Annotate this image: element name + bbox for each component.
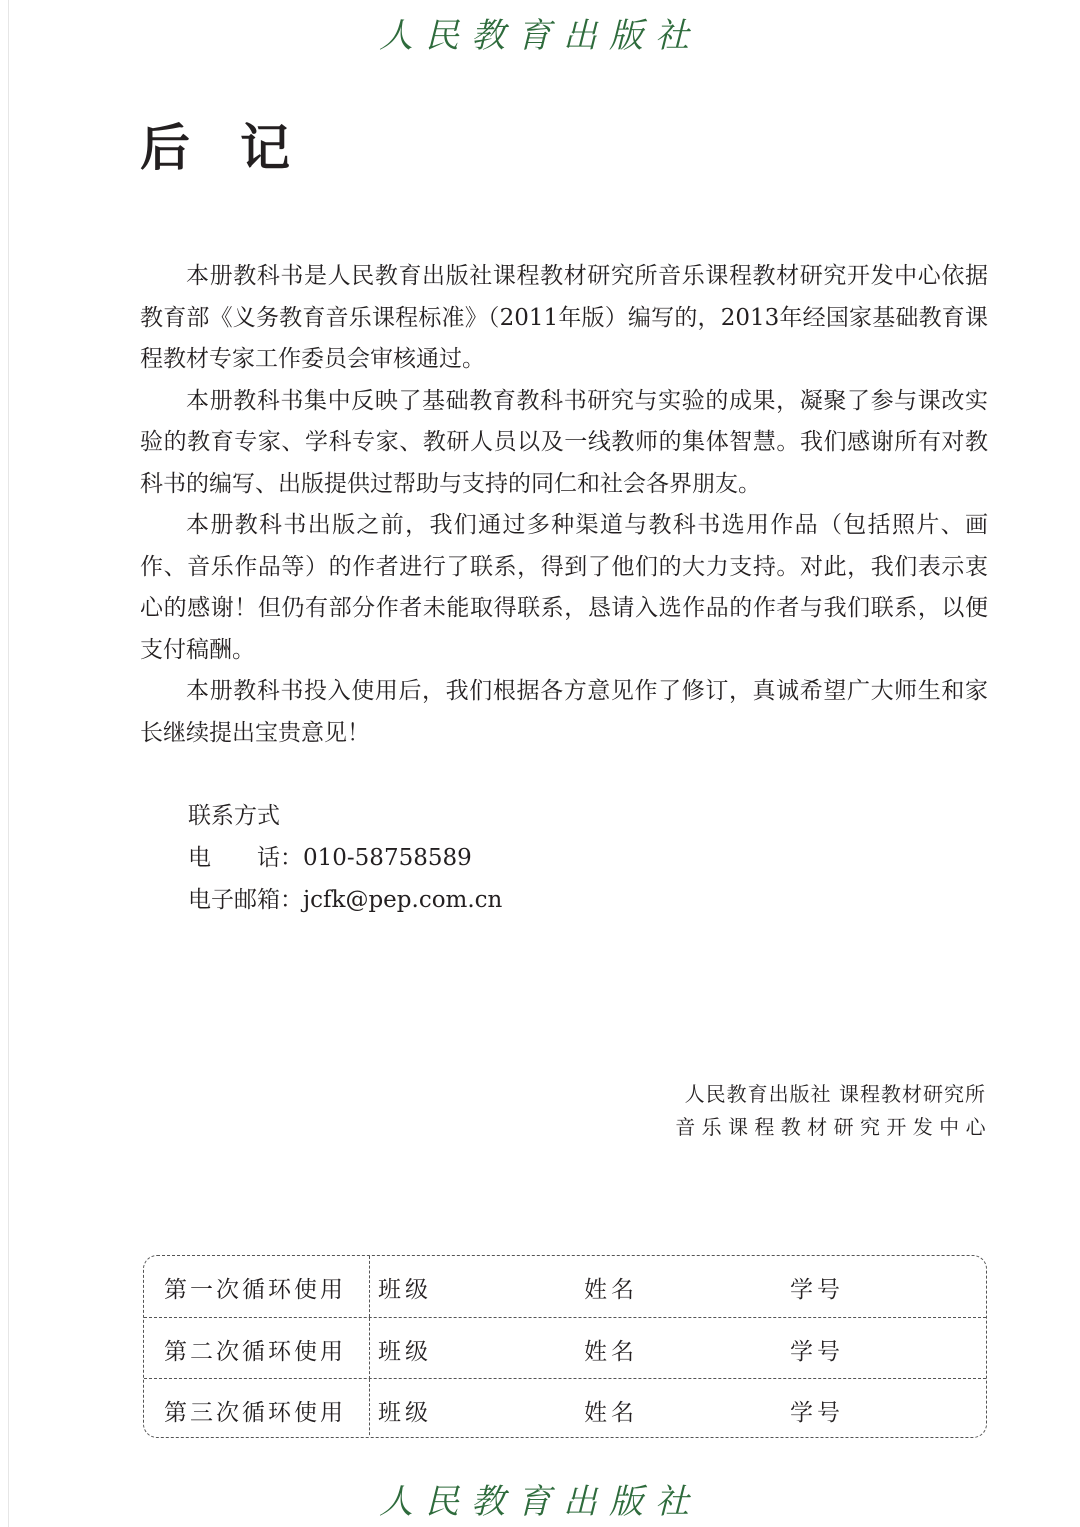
- phone-number: 010-58758589: [303, 845, 472, 871]
- paragraph-1: 本册教科书是人民教育出版社课程教材研究所音乐课程教材研究开发中心依据教育部《义务教育音乐课程标准》（2011年版）编写的，2013年经国家基础教育课程教材专家工作委员会审核通过。: [140, 263, 988, 372]
- paragraph-2: 本册教科书集中反映了基础教育教科书研究与实验的成果，凝聚了参与课改实验的教育专家、学科专家、教研人员以及一线教师的集体智慧。我们感谢所有对教科书的编写、出版提供过帮助与支持的同仁和社会各界朋友。: [140, 387, 988, 497]
- name-field: 姓名: [584, 1400, 638, 1426]
- usage-row: [144, 1256, 986, 1317]
- contact-phone-row: [188, 837, 502, 879]
- signature-line-1: 人民教育出版社 课程教材研究所: [684, 1082, 986, 1106]
- cycle-label: 第二次循环使用: [164, 1339, 346, 1365]
- contact-heading: 联系方式: [188, 803, 280, 829]
- contact-info: [188, 795, 502, 921]
- student-number-field: 学号: [790, 1277, 844, 1303]
- cycle-label: 第一次循环使用: [164, 1277, 346, 1303]
- afterword-body: [140, 256, 988, 754]
- class-field: 班级: [378, 1400, 432, 1426]
- name-field: 姓名: [584, 1277, 638, 1303]
- email-address: jcfk@pep.com.cn: [303, 887, 503, 913]
- usage-row: [144, 1378, 986, 1438]
- phone-label: 电 话：: [188, 845, 303, 871]
- cycle-label: 第三次循环使用: [164, 1400, 346, 1426]
- student-number-field: 学号: [790, 1339, 844, 1365]
- usage-record-table: [143, 1255, 987, 1438]
- student-number-field: 学号: [790, 1400, 844, 1426]
- page-title: 后记: [140, 118, 340, 177]
- email-label: 电子邮箱：: [188, 887, 303, 913]
- name-field: 姓名: [584, 1339, 638, 1365]
- column-divider: [369, 1256, 370, 1317]
- signature-block: [675, 1078, 992, 1144]
- usage-row: [144, 1317, 986, 1379]
- column-divider: [369, 1318, 370, 1379]
- class-field: 班级: [378, 1339, 432, 1365]
- paragraph-4: 本册教科书投入使用后，我们根据各方意见作了修订，真诚希望广大师生和家长继续提出宝贵意见！: [140, 678, 988, 746]
- column-divider: [369, 1379, 370, 1438]
- signature-line-2: 音乐课程教材研究开发中心: [675, 1115, 992, 1139]
- publisher-logo-header: 人民教育出版社: [379, 16, 701, 56]
- page-edge: [8, 0, 9, 1527]
- contact-email-row: [188, 879, 502, 921]
- class-field: 班级: [378, 1277, 432, 1303]
- publisher-logo-footer: 人民教育出版社: [379, 1482, 701, 1522]
- paragraph-3: 本册教科书出版之前，我们通过多种渠道与教科书选用作品（包括照片、画作、音乐作品等）的作者进行了联系，得到了他们的大力支持。对此，我们表示衷心的感谢！但仍有部分作者未能取得联系，恳请入选作品的作者与我们联系，以便支付稿酬。: [140, 512, 988, 663]
